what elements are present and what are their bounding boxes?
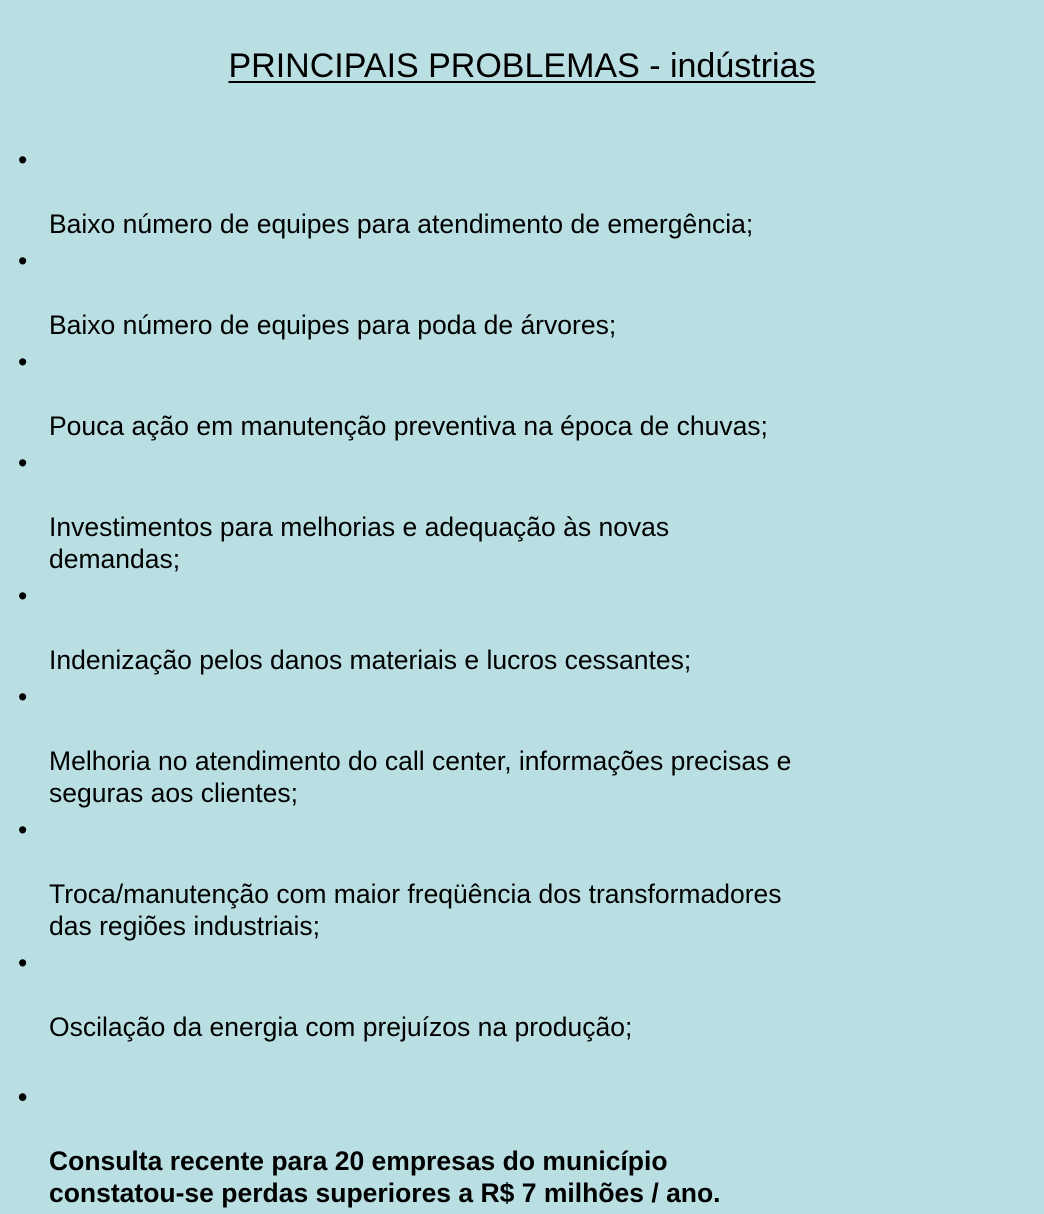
bullet-icon: •	[18, 1082, 28, 1112]
bullet-text: Troca/manutenção com maior freqüência dos transformadores das regiões industriais;	[49, 879, 782, 941]
list-item	[18, 580, 1018, 676]
list-item	[18, 447, 1018, 575]
list-item	[18, 245, 1018, 341]
bullet-icon: •	[18, 682, 28, 712]
bullet-icon: •	[18, 948, 28, 978]
bullet-text: Oscilação da energia com prejuízos na produção;	[49, 1012, 633, 1042]
bullet-text: Indenização pelos danos materiais e lucros cessantes;	[49, 645, 692, 675]
bullet-list	[18, 144, 1018, 1214]
bullet-icon: •	[18, 347, 28, 377]
list-item	[18, 947, 1018, 1043]
bullet-icon: •	[18, 246, 28, 276]
highlight-item	[18, 1081, 1018, 1209]
list-item	[18, 144, 1018, 240]
bullet-text: Baixo número de equipes para poda de árvores;	[49, 310, 617, 340]
bullet-text: Investimentos para melhorias e adequação às novas demandas;	[49, 512, 670, 574]
bullet-icon: •	[18, 815, 28, 845]
list-item	[18, 814, 1018, 942]
bullet-text: Pouca ação em manutenção preventiva na época de chuvas;	[49, 411, 768, 441]
slide-title: PRINCIPAIS PROBLEMAS - indústrias	[228, 47, 816, 85]
highlight-text: Consulta recente para 20 empresas do município constatou-se perdas superiores a R$ 7 milhões / ano.	[49, 1146, 721, 1208]
list-item	[18, 681, 1018, 809]
bullet-text: Baixo número de equipes para atendimento de emergência;	[49, 209, 754, 239]
bullet-icon: •	[18, 581, 28, 611]
bullet-text: Melhoria no atendimento do call center, informações precisas e seguras aos clientes;	[49, 746, 792, 808]
list-item	[18, 346, 1018, 442]
bullet-icon: •	[18, 448, 28, 478]
bullet-icon: •	[18, 145, 28, 175]
